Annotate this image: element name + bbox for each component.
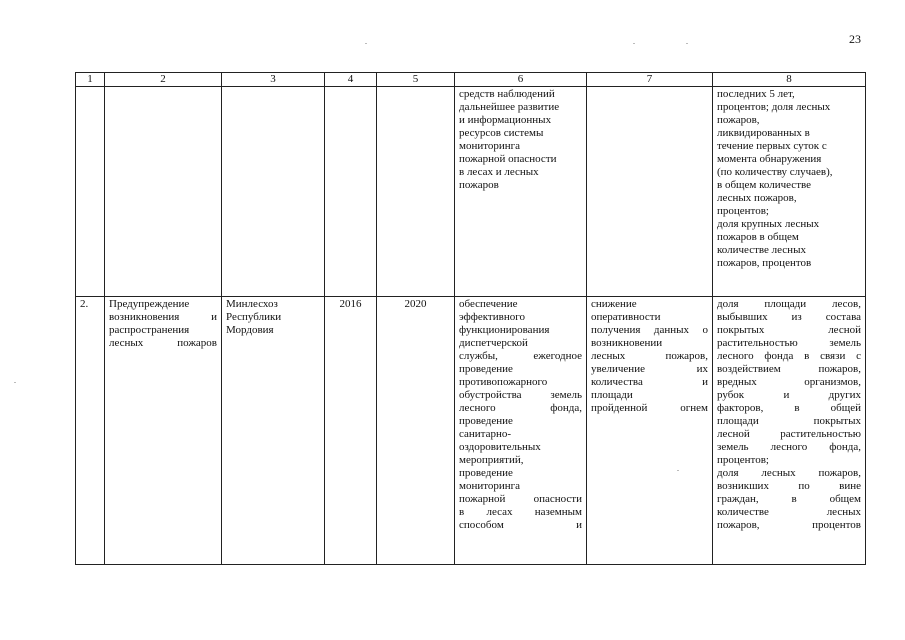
row1-col6 [455,87,587,297]
cell-line: покрытых лесной [717,324,861,336]
cell-line: лесного фонда в связи с [717,350,861,362]
scan-speck [686,43,688,44]
row2-content [455,297,587,565]
cell-line: пожарной опасности [459,153,557,165]
header-cell-8: 8 [713,73,866,87]
cell-line: в общем количестве [717,179,812,191]
cell-line: растительностью земель [717,337,861,349]
cell-line: ресурсов системы [459,127,544,139]
cell-line: пожаров в общем [717,231,799,243]
cell-line: доля крупных лесных [717,218,820,230]
cell-line: санитарно- [459,428,512,440]
cell-line: диспетчерской [459,337,528,349]
cell-line: площади [591,389,633,401]
row2-end-year: 2020 [377,297,455,565]
cell-line: в лесах и лесных [459,166,539,178]
cell-line: Мордовия [226,324,274,336]
cell-line: процентов; доля лесных [717,101,831,113]
cell-line: обустройства земель [459,389,582,401]
cell-line: способом и [459,519,582,531]
cell-line: пожаров, процентов [717,257,812,269]
cell-line: момента обнаружения [717,153,822,165]
cell-line: граждан, в общем [717,493,861,505]
cell-line: Республики [226,311,282,323]
cell-line: ликвидированных в [717,127,810,139]
cell-line: Предупреждение [109,298,190,310]
cell-line: возникновении [591,337,663,349]
row1-col8 [713,87,866,297]
row2-consequences [587,297,713,565]
cell-line: распространения [109,324,190,336]
cell-line: лесных пожаров [109,337,217,349]
cell-line: количестве лесных [717,506,861,518]
row1-col2 [105,87,222,297]
cell-line: доля лесных пожаров, [717,467,861,479]
cell-line: средств наблюдений [459,88,555,100]
cell-line: пожаров, [717,114,760,126]
cell-line: пожаров, процентов [717,519,861,531]
cell-line: обеспечение [459,298,518,310]
cell-line: мониторинга [459,140,521,152]
cell-line: проведение [459,415,513,427]
scan-speck [633,43,635,44]
cell-line: количестве лесных [717,244,806,256]
row1-col7 [587,87,713,297]
row1-col3 [222,87,325,297]
cell-line: функционирования [459,324,550,336]
cell-line: лесных пожаров, [591,350,708,362]
cell-line: мониторинга [459,480,521,492]
cell-line: снижение [591,298,637,310]
row2-indicators [713,297,866,565]
cell-line: дальнейшее развитие [459,101,560,113]
page-number: 23 [849,32,861,46]
cell-line: проведение [459,467,513,479]
header-cell-4: 4 [325,73,377,87]
table-row [76,297,866,565]
cell-line: противопожарного [459,376,548,388]
cell-line: воздействием пожаров, [717,363,861,375]
cell-line: возникновения и [109,311,217,323]
cell-line: мероприятий, [459,454,524,466]
scan-speck [677,470,679,471]
cell-line: рубок и других [717,389,861,401]
cell-line: площади покрытых [717,415,861,427]
cell-line: процентов; [717,454,769,466]
cell-line: процентов; [717,205,769,217]
cell-line: пожаров [459,179,499,191]
cell-line: оперативности [591,311,661,323]
header-cell-2: 2 [105,73,222,87]
cell-line: выбывших из состава [717,311,861,323]
cell-line: оздоровительных [459,441,541,453]
cell-line: возникших по вине [717,480,861,492]
cell-line: доля площади лесов, [717,298,861,310]
cell-line: количества и [591,376,708,388]
row2-start-year: 2016 [325,297,377,565]
cell-line: Минлесхоз [226,298,278,310]
cell-line: земель лесного фонда, [717,441,861,453]
measures-table [75,72,866,565]
row2-executor [222,297,325,565]
scan-speck [14,382,16,383]
cell-line: получения данных о [591,324,708,336]
row1-col5 [377,87,455,297]
row2-measure-name [105,297,222,565]
cell-line: пройденной огнем [591,402,708,414]
header-cell-7: 7 [587,73,713,87]
cell-line: увеличение их [591,363,708,375]
cell-line: вредных организмов, [717,376,861,388]
header-cell-1: 1 [76,73,105,87]
cell-line: проведение [459,363,513,375]
cell-line: факторов, в общей [717,402,861,414]
row1-col1 [76,87,105,297]
row2-number: 2. [76,297,105,565]
cell-line: и информационных [459,114,552,126]
header-cell-5: 5 [377,73,455,87]
cell-line: в лесах наземным [459,506,582,518]
scan-speck [365,43,367,44]
cell-line: службы, ежегодное [459,350,582,362]
row1-col4 [325,87,377,297]
cell-line: эффективного [459,311,525,323]
cell-line: течение первых суток с [717,140,827,152]
cell-line: лесного фонда, [459,402,582,414]
cell-line: лесной растительностью [717,428,861,440]
header-cell-3: 3 [222,73,325,87]
cell-line: последних 5 лет, [717,88,795,100]
table-row [76,87,866,297]
header-row [76,73,866,87]
cell-line: пожарной опасности [459,493,582,505]
cell-line: (по количеству случаев), [717,166,833,178]
cell-line: лесных пожаров, [717,192,797,204]
header-cell-6: 6 [455,73,587,87]
